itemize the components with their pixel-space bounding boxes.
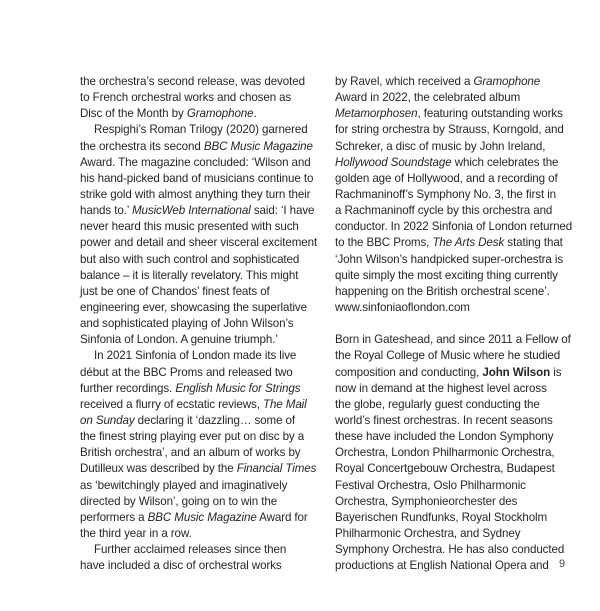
left-column	[80, 74, 326, 574]
text-line: happening on the British orchestral scene’.	[335, 284, 550, 298]
italic-title: BBC Music Magazine	[147, 510, 257, 524]
text-line	[80, 203, 326, 219]
text-line: for string orchestra by Strauss, Korngold, and	[335, 123, 564, 137]
italic-title: Metamorphosen	[335, 107, 418, 121]
text-line: the third year in a row.	[80, 526, 192, 540]
text-line: Symphony Orchestra. He has also conducted	[335, 543, 565, 557]
text-line: the globe, regularly guest conducting the	[335, 397, 540, 411]
text-run: Award for	[256, 510, 308, 524]
text-line: début at the BBC Proms and released two	[80, 365, 293, 379]
text-line: Rachmaninoff’s Symphony No. 3, the first in	[335, 187, 557, 201]
text-line: Sinfonia of London. A genuine triumph.’	[80, 333, 278, 347]
right-column	[335, 74, 585, 574]
paragraph-gap	[335, 316, 585, 332]
text-run: stating that	[504, 236, 563, 250]
italic-title: The Arts Desk	[432, 236, 505, 250]
text-line: quite simply the most exciting thing currently	[335, 268, 558, 282]
text-line: In 2021 Sinfonia of London made its live	[94, 349, 297, 363]
text-run: received a flurry of ecstatic reviews,	[80, 397, 263, 411]
text-run: .	[253, 107, 257, 121]
text-line: power and detail and sheer visceral excitement	[80, 236, 318, 250]
italic-title: Gramophone	[186, 107, 254, 121]
text-line: conductor. In 2022 Sinfonia of London returned	[335, 220, 573, 234]
text-line: world’s finest orchestras. In recent seasons	[335, 413, 553, 427]
text-line: Schreker, a disc of music by John Ireland,	[335, 139, 546, 153]
text-run: further recordings.	[80, 381, 176, 395]
text-run: performers a	[80, 510, 148, 524]
text-line	[335, 106, 585, 122]
text-run: Disc of the Month by	[80, 107, 187, 121]
text-line: to French orchestral works and chosen as	[80, 91, 292, 105]
text-line: but also with such control and sophisticated	[80, 252, 300, 266]
text-line: just be one of Chandos’ finest feats of	[80, 284, 270, 298]
text-line	[80, 413, 326, 429]
bold-name: John Wilson	[482, 365, 551, 379]
text-line: now in demand at the highest level across	[335, 381, 547, 395]
text-line	[80, 381, 326, 397]
text-run: declaring it ‘dazzling… some of	[134, 413, 296, 427]
text-line: Further acclaimed releases since then	[94, 543, 287, 557]
page-number: 9	[559, 558, 566, 570]
text-line: the Royal College of Music where he studied	[335, 349, 561, 363]
text-run: to the BBC Proms,	[335, 236, 433, 250]
text-line: his hand-picked band of musicians continue to	[80, 171, 314, 185]
text-line: Bayerischen Rundfunks, Royal Stockholm	[335, 510, 548, 524]
text-line: engineering ever, showcasing the superlative	[80, 300, 307, 314]
italic-title: BBC Music Magazine	[203, 139, 313, 153]
text-line: Award. The magazine concluded: ‘Wilson and	[80, 155, 311, 169]
text-line	[80, 461, 326, 477]
text-line: ‘John Wilson’s handpicked super-orchestra is	[335, 252, 564, 266]
text-run: which celebrates the	[451, 155, 559, 169]
text-line: strike gold with almost anything they turn their	[80, 187, 311, 201]
text-line: the orchestra’s second release, was devoted	[80, 75, 305, 88]
italic-title: Financial Times	[236, 462, 317, 476]
text-line: Royal Concertgebouw Orchestra, Budapest	[335, 462, 555, 476]
text-line: Born in Gateshead, and since 2011 a Fellow of	[335, 333, 571, 347]
italic-title: English Music for Strings	[175, 381, 301, 395]
text-line: and sophisticated playing of John Wilson’s	[80, 317, 294, 331]
text-run: composition and conducting,	[335, 365, 483, 379]
text-line: Respighi’s Roman Trilogy (2020) garnered	[94, 123, 308, 137]
text-line: Award in 2022, the celebrated album	[335, 91, 521, 105]
italic-title: The Mail	[262, 397, 307, 411]
italic-title: Gramophone	[473, 75, 541, 88]
website-link[interactable]: www.sinfoniaoflondon.com	[335, 300, 470, 314]
text-line: never heard this music presented with such	[80, 220, 299, 234]
text-line: the finest string playing ever put on disc by a	[80, 430, 305, 444]
italic-title: Hollywood Soundstage	[335, 155, 452, 169]
text-run: hands to.’	[80, 204, 132, 218]
text-line: these have included the London Symphony	[335, 430, 554, 444]
text-run: , featuring outstanding works	[417, 107, 563, 121]
text-line: have included a disc of orchestral works	[80, 559, 282, 573]
text-line: a Rachmaninoff cycle by this orchestra and	[335, 204, 553, 218]
text-line	[80, 106, 326, 122]
text-run: by Ravel, which received a	[335, 75, 474, 88]
italic-title: MusicWeb International	[131, 204, 251, 218]
text-line	[335, 365, 585, 381]
text-line: British orchestra’, and an album of works by	[80, 446, 301, 460]
text-line	[335, 74, 585, 90]
text-line: directed by Wilson’, going on to win the	[80, 494, 278, 508]
text-line: Festival Orchestra, Oslo Philharmonic	[335, 478, 526, 492]
text-line: golden age of Hollywood, and a recording of	[335, 171, 558, 185]
text-run: is	[550, 365, 562, 379]
text-line: Orchestra, Symphonieorchester des	[335, 494, 518, 508]
text-line	[335, 155, 585, 171]
italic-title: on Sunday	[80, 413, 135, 427]
text-line	[335, 235, 585, 251]
text-line: productions at English National Opera and	[335, 559, 549, 573]
text-line	[80, 397, 326, 413]
text-line: as ‘bewitchingly played and imaginatively	[80, 478, 288, 492]
text-run: the orchestra its second	[80, 139, 204, 153]
text-run: Dutilleux was described by the	[80, 462, 237, 476]
text-line	[80, 139, 326, 155]
text-line: balance – it is literally revelatory. This might	[80, 268, 299, 282]
text-line: Orchestra, London Philharmonic Orchestra,	[335, 446, 555, 460]
text-run: said: ‘I have	[250, 204, 315, 218]
text-line: Philharmonic Orchestra, and Sydney	[335, 526, 521, 540]
text-line	[80, 510, 326, 526]
